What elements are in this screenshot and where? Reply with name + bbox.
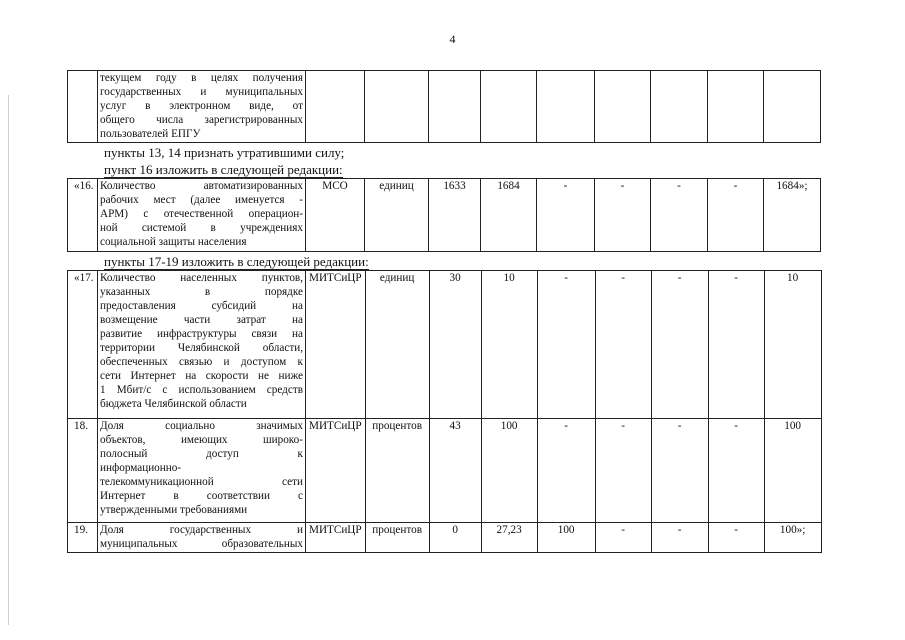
table-cell — [595, 71, 651, 143]
indicator-name — [98, 179, 306, 252]
responsible-cell: МИТСиЦР — [306, 419, 366, 523]
table-cell — [651, 71, 708, 143]
indicator-text-line: Доля социально значимых — [100, 420, 303, 432]
table-row — [68, 271, 822, 419]
value-cell: - — [708, 179, 764, 252]
value-cell: 1684 — [481, 179, 537, 252]
indicator-text-line: государственных и муниципальных — [100, 86, 303, 98]
indicator-text-line: указанных в порядке — [100, 286, 303, 298]
value-cell: - — [651, 271, 708, 419]
unit-cell: процентов — [365, 523, 429, 553]
row-number: 19. — [68, 523, 98, 553]
note-edit-16: пункт 16 изложить в следующей редакции: — [104, 162, 343, 177]
value-cell: - — [537, 179, 595, 252]
indicator-text-line: общего числа зарегистрированных — [100, 114, 303, 126]
indicator-text-line: развитие инфраструктуры связи на — [100, 328, 303, 340]
indicator-text-line: возмещение части затрат на — [100, 314, 303, 326]
indicator-text-line: информационно- — [100, 462, 182, 474]
table-cell — [429, 71, 481, 143]
value-cell: 1684»; — [764, 179, 821, 252]
value-cell: 27,23 — [481, 523, 537, 553]
value-cell: 30 — [429, 271, 481, 419]
value-cell: 100 — [764, 419, 821, 523]
value-cell: 10 — [764, 271, 821, 419]
indicator-text-line: предоставления субсидий на — [100, 300, 303, 312]
indicator-text-line: муниципальных образовательных — [100, 538, 303, 550]
indicator-text-line: Интернет в соответствии с — [100, 490, 303, 502]
value-cell: - — [651, 523, 708, 553]
table-row — [68, 71, 821, 143]
indicator-text-line: утвержденными требованиями — [100, 504, 248, 516]
value-cell: - — [708, 523, 764, 553]
value-cell: 100»; — [764, 523, 821, 553]
indicator-text-line: Доля государственных и — [100, 524, 303, 536]
indicator-name — [98, 419, 306, 523]
indicator-text-line: территории Челябинской области, — [100, 342, 303, 354]
table-row — [68, 523, 822, 553]
indicator-table-16 — [67, 178, 821, 252]
value-cell: 43 — [429, 419, 481, 523]
responsible-cell: МСО — [306, 179, 365, 252]
indicator-name — [98, 523, 306, 553]
value-cell: - — [595, 179, 651, 252]
value-cell: - — [708, 419, 764, 523]
page-number: 4 — [449, 32, 456, 46]
value-cell: - — [595, 419, 651, 523]
unit-cell: единиц — [365, 179, 429, 252]
indicator-text-line: сети Интернет на скорости не ниже — [100, 370, 303, 382]
indicator-text-line: бюджета Челябинской области — [100, 398, 247, 410]
unit-cell: процентов — [365, 419, 429, 523]
value-cell: - — [651, 419, 708, 523]
table-row — [68, 419, 822, 523]
indicator-text-line: текущем году в целях получения — [100, 72, 303, 84]
indicator-text-line: рабочих мест (далее именуется - — [100, 194, 303, 206]
indicator-name — [98, 271, 306, 419]
indicator-text-line: услуг в электронном виде, от — [100, 100, 303, 112]
value-cell: - — [595, 271, 651, 419]
note-repeal: пункты 13, 14 признать утратившими силу; — [104, 145, 345, 160]
row-number: 18. — [68, 419, 98, 523]
note-edit-17-19: пункты 17-19 изложить в следующей редакции: — [104, 254, 369, 269]
value-cell: - — [537, 419, 595, 523]
indicator-text-line: пользователей ЕПГУ — [100, 128, 201, 140]
indicator-text-line: Количество автоматизированных — [100, 180, 303, 192]
value-cell: 100 — [537, 523, 595, 553]
table-cell — [708, 71, 764, 143]
indicator-text-line: АРМ) с отечественной операцион- — [100, 208, 303, 220]
value-cell: - — [651, 179, 708, 252]
table-cell — [365, 71, 429, 143]
row-number: «16. — [68, 179, 98, 252]
indicator-text-line: объектов, имеющих широко- — [100, 434, 303, 446]
table-cell — [537, 71, 595, 143]
unit-cell: единиц — [365, 271, 429, 419]
scan-edge-line — [8, 95, 9, 625]
value-cell: 0 — [429, 523, 481, 553]
indicator-table-17-19 — [67, 270, 822, 553]
indicator-text-line: ной системой в учреждениях — [100, 222, 303, 234]
indicator-text-line: телекоммуникационной сети — [100, 476, 303, 488]
value-cell: 100 — [481, 419, 537, 523]
table-row — [68, 179, 821, 252]
value-cell: 10 — [481, 271, 537, 419]
indicator-name — [98, 71, 306, 143]
value-cell: 1633 — [429, 179, 481, 252]
table-cell — [481, 71, 537, 143]
row-number: «17. — [68, 271, 98, 419]
indicator-text-line: Количество населенных пунктов, — [100, 272, 303, 284]
indicator-text-line: 1 Мбит/с с использованием средств — [100, 384, 303, 396]
table-cell — [306, 71, 365, 143]
indicator-table-top — [67, 70, 821, 143]
value-cell: - — [595, 523, 651, 553]
indicator-text-line: полосный доступ к — [100, 448, 303, 460]
responsible-cell: МИТСиЦР — [306, 523, 366, 553]
indicator-text-line: социальной защиты населения — [100, 236, 247, 248]
value-cell: - — [708, 271, 764, 419]
indicator-text-line: обеспеченных связью и доступом к — [100, 356, 303, 368]
row-number — [68, 71, 98, 143]
table-cell — [764, 71, 821, 143]
value-cell: - — [537, 271, 595, 419]
responsible-cell: МИТСиЦР — [306, 271, 366, 419]
